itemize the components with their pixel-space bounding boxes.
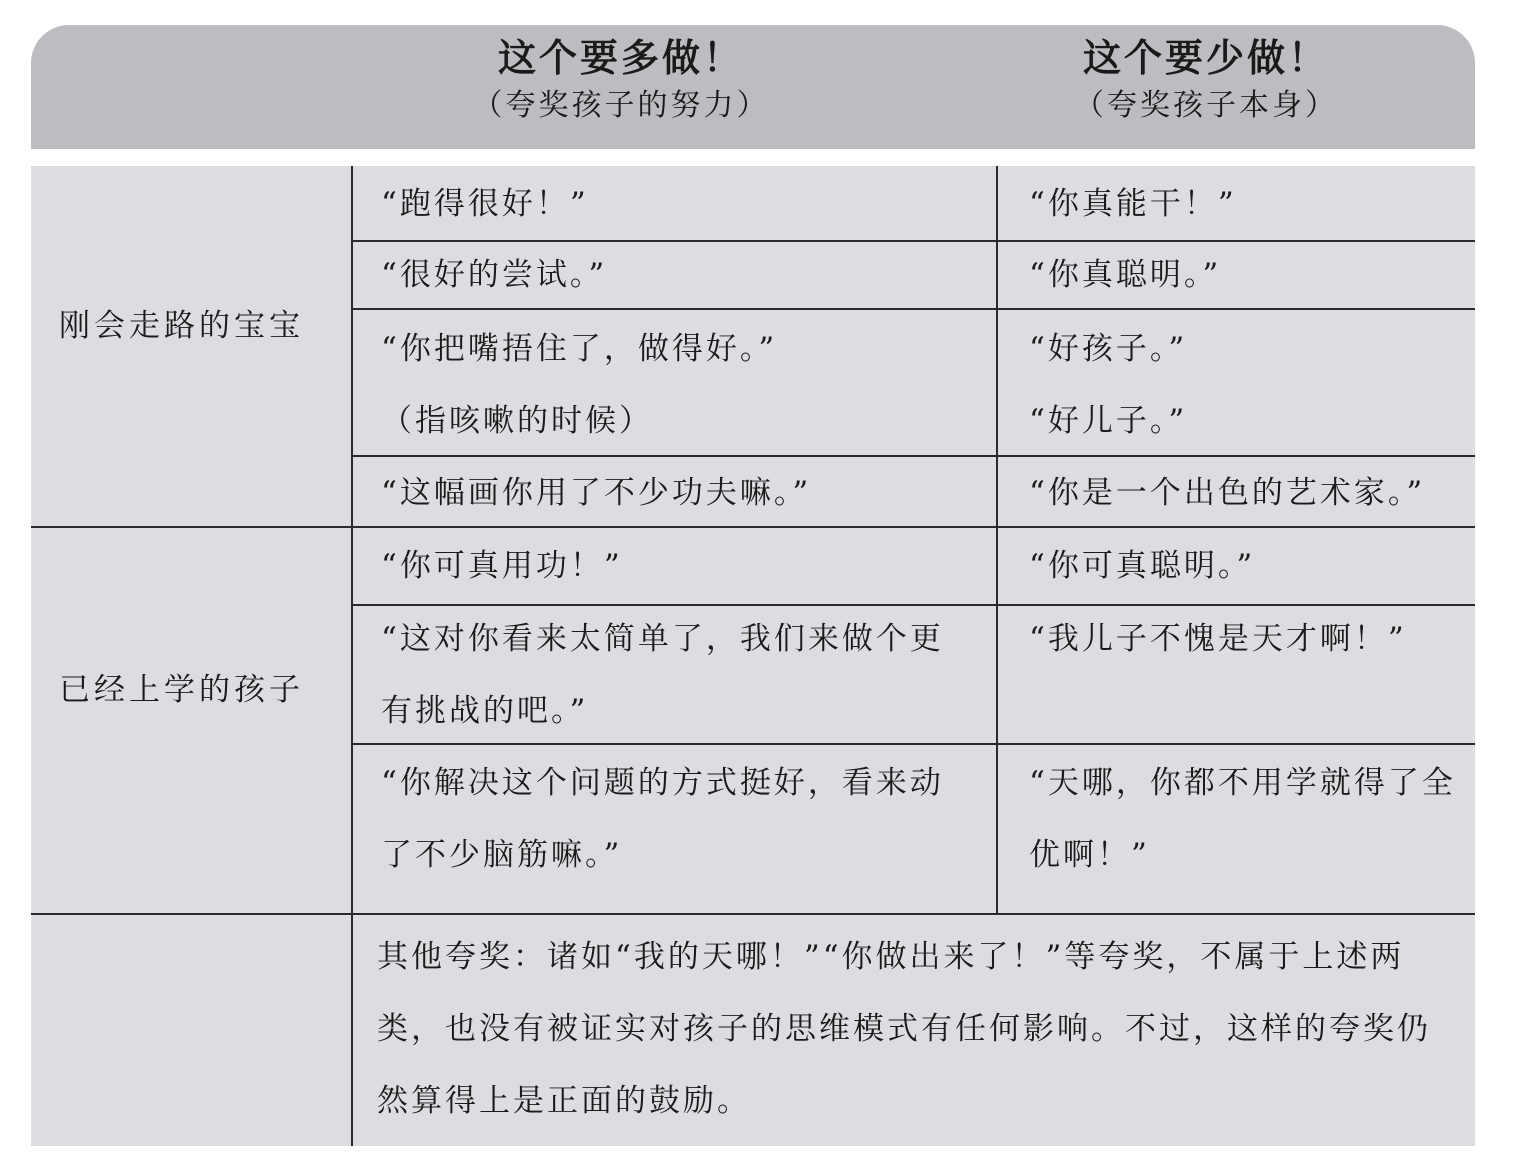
praise-person-cell: “你可真聪明。” — [1029, 548, 1256, 584]
praise-effort-note: （指咳嗽的时候） — [381, 403, 653, 439]
header-effort-title: 这个要多做！ — [497, 36, 744, 80]
praise-person-cell: “你是一个出色的艺术家。” — [1029, 475, 1426, 511]
divider-row — [351, 455, 1475, 457]
header-effort-subtitle: （夸奖孩子的努力） — [472, 88, 770, 123]
header-person-subtitle: （夸奖孩子本身） — [1074, 88, 1338, 123]
table-header — [31, 25, 1475, 149]
praise-effort-cell: “很好的尝试。” — [381, 257, 608, 293]
divider-vertical-columns — [996, 166, 998, 913]
divider-footer — [31, 913, 1475, 915]
praise-person-cell: “你真聪明。” — [1029, 257, 1222, 293]
praise-person-cell: “好孩子。” — [1029, 331, 1188, 367]
praise-person-cell: “好儿子。” — [1029, 403, 1188, 439]
group-label-toddler: 刚会走路的宝宝 — [59, 308, 304, 344]
header-effort — [361, 33, 881, 129]
praise-person-cell: “天哪，你都不用学就得了全优啊！” — [1029, 765, 1456, 873]
praise-person-cell: “我儿子不愧是天才啊！” — [1029, 621, 1407, 657]
header-person-title: 这个要少做！ — [1082, 36, 1329, 80]
table-body — [31, 166, 1475, 1146]
praise-effort-cell: “跑得很好！” — [381, 186, 589, 222]
divider-group — [31, 526, 1475, 528]
divider-vertical-label — [351, 166, 353, 1146]
divider-row — [351, 240, 1475, 242]
group-label-school: 已经上学的孩子 — [59, 672, 304, 708]
praise-effort-cell: “这对你看来太简单了，我们来做个更有挑战的吧。” — [381, 621, 944, 729]
praise-effort-cell: “你把嘴捂住了，做得好。” — [381, 331, 778, 367]
header-person — [991, 33, 1421, 129]
praise-effort-cell: “这幅画你用了不少功夫嘛。” — [381, 475, 812, 511]
divider-row — [351, 308, 1475, 310]
footer-note: 其他夸奖：诸如“我的天哪！”“你做出来了！”等夸奖，不属于上述两类，也没有被证实对孩子的思维模式有任何影响。不过，这样的夸奖仍然算得上是正面的鼓励。 — [377, 939, 1431, 1119]
praise-person-cell: “你真能干！” — [1029, 186, 1237, 222]
praise-effort-cell: “你解决这个问题的方式挺好，看来动了不少脑筋嘛。” — [381, 765, 944, 873]
praise-effort-cell: “你可真用功！” — [381, 548, 623, 584]
